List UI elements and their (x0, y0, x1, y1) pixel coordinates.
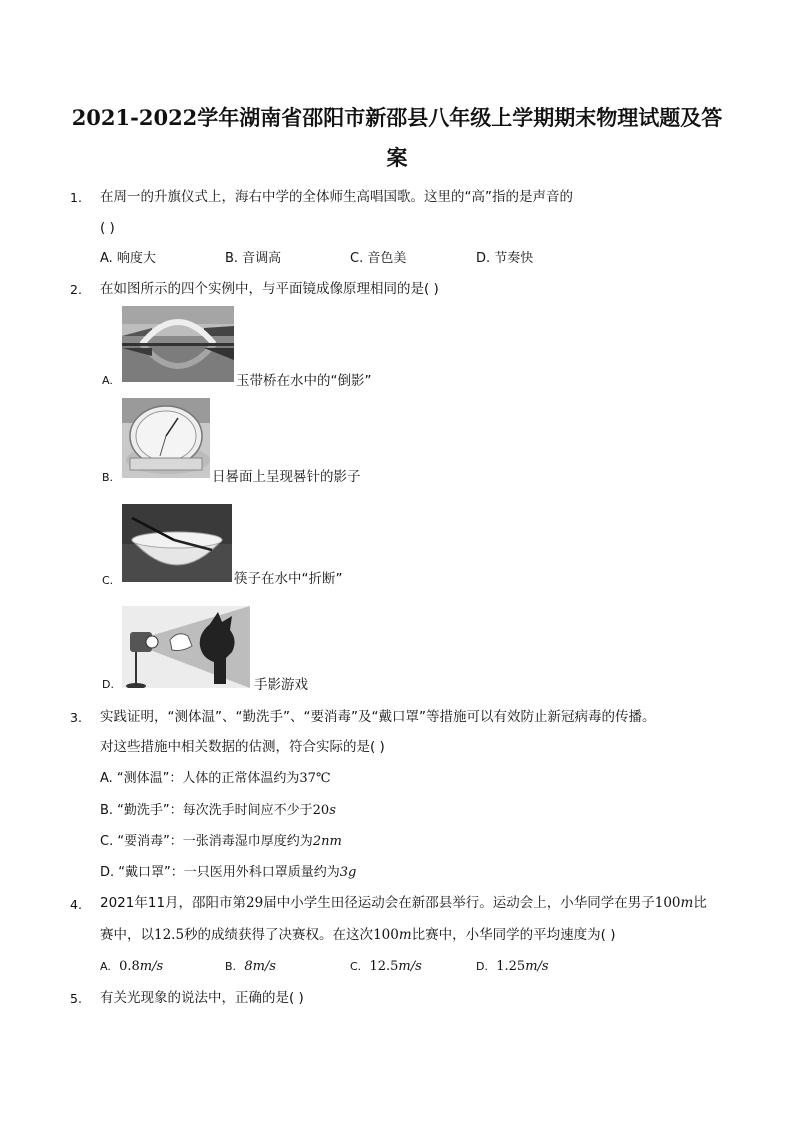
question-2-option-b-caption: 日晷面上呈现晷针的影子 (212, 469, 361, 485)
q4-option-a-letter: A. (100, 960, 111, 973)
question-3-option-c-text: C. “要消毒”：一张消毒湿巾厚度约为 (100, 834, 313, 849)
question-1-paren: ( ) (100, 220, 115, 236)
question-4-number: 4. (70, 897, 82, 912)
question-5-text: 有关光现象的说法中，正确的是( ) (100, 990, 304, 1006)
q4-num-100b: 100 (373, 927, 399, 943)
q4-option-c-unit: m/s (398, 959, 422, 974)
q4-unit-m-b: m (398, 927, 412, 943)
question-4-option-a (100, 958, 163, 976)
question-4-option-c (350, 958, 422, 976)
question-2-option-b-letter: B. (102, 471, 114, 484)
question-2-option-a-caption: 玉带桥在水中的“倒影” (236, 373, 372, 389)
q4-text-2f: 比赛中，小华同学的平均速度为( ) (411, 927, 616, 943)
q4-option-a-unit: m/s (139, 959, 164, 974)
question-3-option-b-unit: s (329, 803, 336, 818)
question-1-number: 1. (70, 190, 82, 205)
question-2-option-c-letter: C. (102, 574, 114, 587)
question-3-option-a-value: 37℃ (299, 771, 331, 786)
question-2-option-a-letter: A. (102, 374, 113, 387)
q4-option-b-unit: m/s (252, 959, 276, 974)
question-4-option-b (225, 958, 276, 976)
question-3-option-d-text: D. “戴口罩”：一只医用外科口罩质量约为 (100, 865, 340, 880)
q4-option-c-letter: C. (350, 960, 362, 973)
q4-option-b-letter: B. (225, 960, 237, 973)
q4-option-d-letter: D. (476, 960, 488, 973)
question-3-option-c-value: 2 (312, 834, 322, 849)
question-1-text: 在周一的升旗仪式上，海右中学的全体师生高唱国歌。这里的“高”指的是声音的 (100, 189, 573, 205)
question-3-option-a-text: A. “测体温”：人体的正常体温约为 (100, 771, 300, 786)
question-5-number: 5. (70, 991, 82, 1006)
question-3-option-b-value: 20 (312, 803, 330, 818)
question-3-option-c (100, 833, 342, 851)
question-3-text-line2: 对这些措施中相关数据的估测，符合实际的是( ) (100, 739, 385, 755)
question-2-option-c-caption: 筷子在水中“折断” (234, 571, 343, 587)
question-3-option-c-unit: nm (321, 834, 342, 849)
question-1-option-c: C. 音色美 (350, 251, 407, 266)
q4-unit-m: m (680, 895, 694, 911)
chopsticks-bowl-image (122, 504, 232, 582)
q4-option-d-value: 1.25 (496, 959, 526, 974)
question-4-option-d (476, 958, 549, 976)
question-3-option-b-text: B. “勤洗手”：每次洗手时间应不少于 (100, 803, 313, 818)
q4-text-2c: 秒的成绩获得了决赛权。在这次 (184, 927, 374, 943)
q4-num-100: 100 (654, 895, 681, 911)
q4-num-12-5: 12.5 (154, 927, 185, 943)
question-3-number: 3. (70, 710, 82, 725)
q4-text-2a: 赛中，以 (100, 927, 154, 943)
question-4-line2 (100, 926, 615, 944)
exam-title: 2021-2022学年湖南省邵阳市新邵县八年级上学期期末物理试题及答 (71, 105, 723, 130)
q4-option-b-value: 8 (244, 959, 253, 974)
bridge-reflection-image (122, 306, 234, 382)
question-2-text: 在如图所示的四个实例中，与平面镜成像原理相同的是( ) (100, 281, 439, 297)
q4-option-c-value: 12.5 (369, 959, 399, 974)
q4-option-d-unit: m/s (525, 959, 549, 974)
hand-shadow-image (122, 606, 250, 688)
question-3-option-d-unit: g (348, 865, 357, 880)
q4-text-a: 2021年11月，邵阳市第 (100, 895, 247, 911)
q4-option-a-value: 0.8 (119, 959, 140, 974)
question-2-number: 2. (70, 282, 82, 297)
question-1-option-a: A. 响度大 (100, 251, 156, 266)
question-1-option-b: B. 音调高 (225, 251, 282, 266)
q4-num-29: 29 (246, 895, 264, 911)
q4-text-f: 比 (693, 895, 707, 911)
exam-title-continued: 案 (386, 145, 408, 170)
sundial-image (122, 398, 210, 478)
question-3-text-line1: 实践证明，“测体温”、“勤洗手”、“要消毒”及“戴口罩”等措施可以有效防止新冠病毒的传播。 (100, 709, 656, 725)
question-2-option-d-caption: 手影游戏 (254, 677, 308, 693)
q4-text-c: 届中小学生田径运动会在新邵县举行。运动会上，小华同学在男子 (263, 895, 655, 911)
question-1-option-d: D. 节奏快 (476, 251, 534, 266)
question-3-option-a (100, 770, 331, 788)
question-3-option-d (100, 864, 356, 882)
question-3-option-d-value: 3 (339, 865, 349, 880)
question-3-option-b (100, 802, 336, 820)
question-4-line1 (100, 894, 707, 912)
question-2-option-d-letter: D. (102, 678, 114, 691)
